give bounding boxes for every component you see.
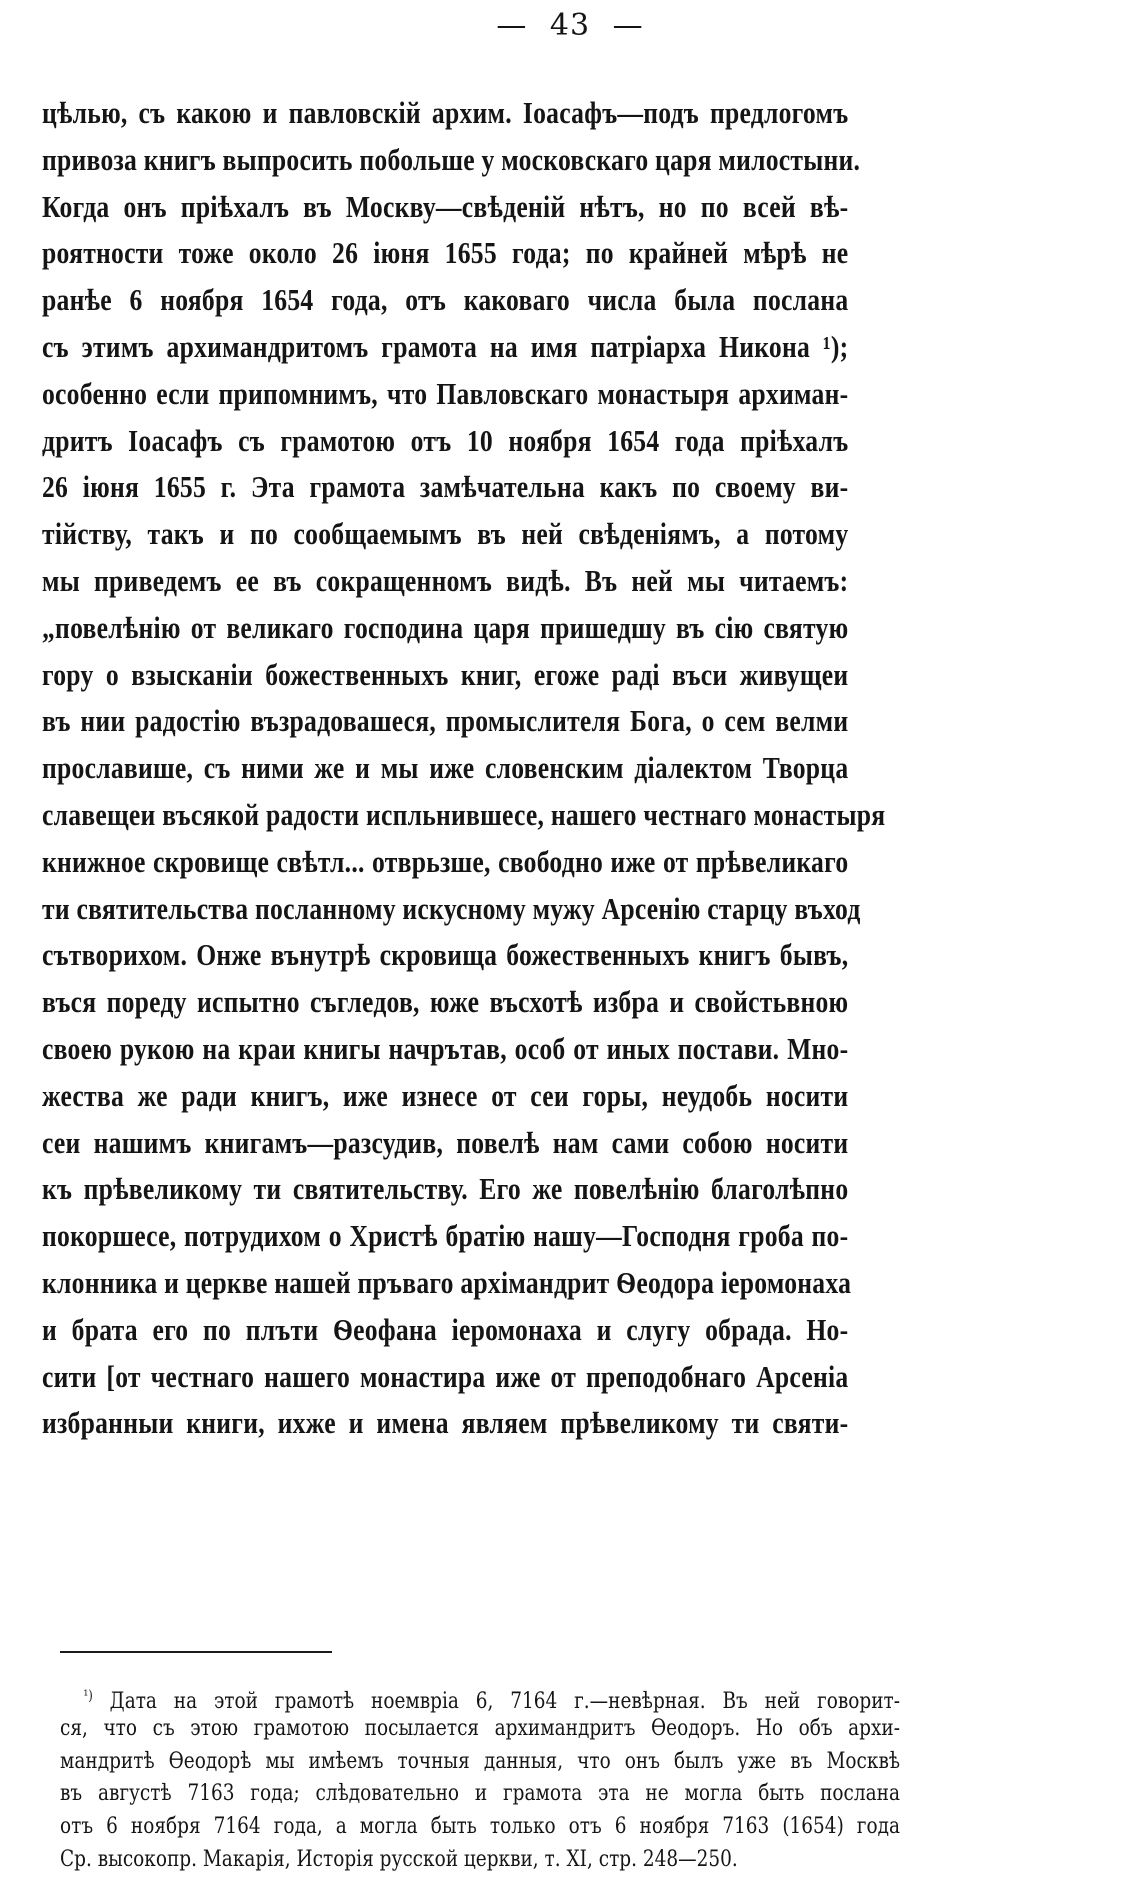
text-line: особенно если припомнимъ, что Павловскаго монастыря архиман-	[42, 376, 849, 411]
text-line: дритъ Іоасафъ съ грамотою отъ 10 ноября 1654 года пріѣхалъ	[42, 423, 849, 458]
main-text	[42, 90, 886, 1447]
footnote-line: отъ 6 ноября 7164 года, а могла быть только отъ 6 ноября 7163 (1654) года	[60, 1814, 900, 1840]
text-line: „повелѣнію от великаго господина царя пришедшу въ сію святую	[42, 610, 849, 645]
page-number	[0, 8, 1140, 43]
text-line: клонника и церкве нашей пръваго архімандрит Ѳеодора іеромонаха	[42, 1265, 852, 1300]
text-line: славещеи въсякой радости испльнившесе, нашего честнаго монастыря	[42, 797, 886, 832]
text-line: тійству, такъ и по сообщаемымъ въ ней свѣденіямъ, а потому	[42, 517, 849, 552]
text-line: мы приведемъ ее въ сокращенномъ видѣ. Въ ней мы читаемъ:	[42, 563, 849, 598]
page-number-dash-right: —	[612, 8, 644, 43]
footnote-line: Ср. высокопр. Макарія, Исторія русской церкви, т. XI, стр. 248—250.	[60, 1846, 738, 1872]
footnote-line-text: Дата на этой грамотѣ ноемвріа 6, 7164 г.—невѣрная. Въ ней говорит-	[109, 1689, 901, 1714]
text-line: въ нии радостію възрадовашеся, промыслителя Бога, о сем велми	[42, 704, 849, 739]
text-line: къ прѣвеликому ти святительству. Его же повелѣнію благолѣпно	[42, 1172, 849, 1207]
text-line: своею рукою на краи книгы начрътав, особ от иных постави. Мно-	[42, 1031, 849, 1066]
text-line: цѣлью, съ какою и павловскій архим. Іоасафъ—подъ предлогомъ	[42, 96, 849, 130]
text-line: книжное скровище свѣтл... отврьзше, свободно иже от прѣвеликаго	[42, 844, 849, 879]
text-line: сити [от честнаго нашего монастира иже от преподобнаго Арсеніа	[42, 1359, 849, 1394]
text-line: ранѣе 6 ноября 1654 года, отъ каковаго числа была послана	[42, 283, 849, 318]
page-number-value: 43	[549, 8, 591, 43]
page-number-dash-left: —	[496, 8, 528, 43]
footnote-divider	[60, 1651, 332, 1653]
text-line: въся пореду испытно съгледов, юже въсхотѣ избра и свойстьвною	[42, 985, 849, 1020]
text-line: покоршесе, потрудихом о Христѣ братію нашу—Господня гроба по-	[42, 1219, 849, 1254]
text-line: ти святительства посланному искусному мужу Арсенію старцу въход	[42, 891, 861, 926]
text-line: Когда онъ пріѣхалъ въ Москву—свѣденій нѣтъ, но по всей вѣ-	[42, 189, 849, 224]
text-line: съ этимъ архимандритомъ грамота на имя патріарха Никона ¹);	[42, 329, 849, 364]
text-line: привоза книгъ выпросить побольше у московскаго царя милостыни.	[42, 142, 861, 177]
footnote-line: ся, что съ этою грамотою посылается архимандритъ Ѳеодоръ. Но объ архи-	[60, 1715, 900, 1741]
footnote-line: въ августѣ 7163 года; слѣдовательно и грамота эта не могла быть послана	[60, 1781, 900, 1807]
text-line: роятности тоже около 26 іюня 1655 года; по крайней мѣрѣ не	[42, 236, 849, 271]
text-line: сътворихом. Онже вънутрѣ скровища божественныхъ книгъ бывъ,	[42, 938, 849, 973]
text-line: гору о взысканіи божественныхъ книг, егоже раді въси живущеи	[42, 657, 849, 692]
text-line: сеи нашимъ книгамъ—разсудив, повелѣ нам сами собою носити	[42, 1125, 849, 1160]
text-line: и брата его по плъти Ѳеофана іеромонаха и слугу обрада. Но-	[42, 1312, 849, 1347]
footnote-marker: ¹)	[83, 1688, 93, 1704]
footnote-line-first	[60, 1680, 900, 1713]
text-line: избранныи книги, ихже и имена являем прѣвеликому ти святи-	[42, 1406, 849, 1441]
text-line: прославише, съ ними же и мы иже словенским діалектом Творца	[42, 751, 849, 786]
footnote	[60, 1680, 900, 1877]
footnote-line: мандритѣ Ѳеодорѣ мы имѣемъ точныя данныя, что онъ былъ уже въ Москвѣ	[60, 1748, 900, 1774]
text-line: жества же ради книгъ, иже изнесе от сеи горы, неудобь носити	[42, 1078, 849, 1113]
text-line: 26 іюня 1655 г. Эта грамота замѣчательна какъ по своему ви-	[42, 470, 849, 505]
